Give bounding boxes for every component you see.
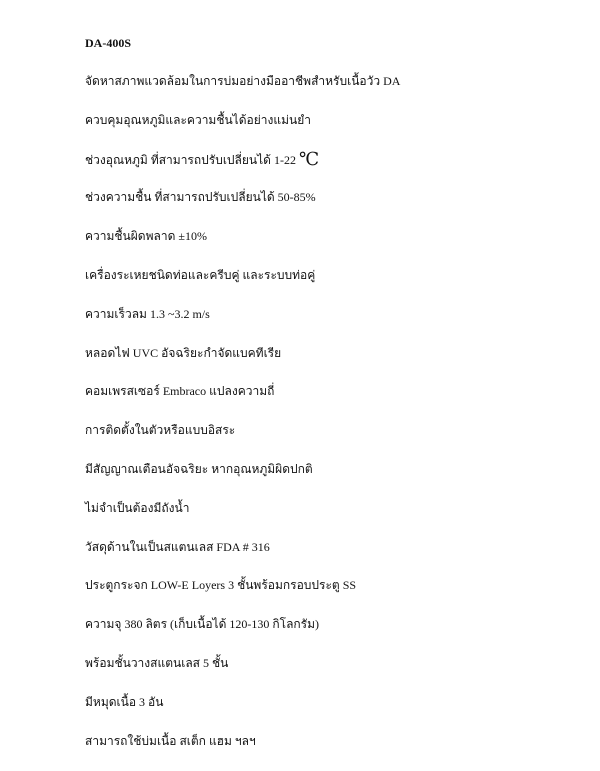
spec-line-shelves: พร้อมชั้นวางสแตนเลส 5 ชั้น <box>85 655 229 670</box>
spec-line-interior-material: วัสดุด้านในเป็นสแตนเลส FDA # 316 <box>85 539 270 554</box>
spec-document <box>85 35 585 771</box>
spec-line-humidity-error: ความชื้นผิดพลาด ±10% <box>85 229 207 244</box>
spec-line-installation: การติดตั้งในตัวหรือแบบอิสระ <box>85 423 236 438</box>
spec-line-wind-speed: ความเร็วลม 1.3 ~3.2 m/s <box>85 306 210 321</box>
spec-line-humidity-range: ช่วงความชื้น ที่สามารถปรับเปลี่ยนได้ 50-85% <box>85 190 316 205</box>
spec-line-temperature-range <box>85 148 585 169</box>
spec-line-evaporator: เครื่องระเหยชนิดท่อและครีบคู่ และระบบท่อคู่ <box>85 267 316 282</box>
spec-line-no-water-tank: ไม่จำเป็นต้องมีถังน้ำ <box>85 500 190 515</box>
spec-list <box>85 73 585 749</box>
model-title: DA-400S <box>85 36 132 50</box>
spec-line-compressor: คอมเพรสเซอร์ Embraco แปลงความถี่ <box>85 384 275 399</box>
spec-line-precise-control: ควบคุมอุณหภูมิและความชื้นได้อย่างแม่นยำ <box>85 112 311 127</box>
spec-line-usage: สามารถใช้บ่มเนื้อ สเต็ก แฮม ฯลฯ <box>85 733 256 748</box>
celsius-unit: ℃ <box>298 148 320 169</box>
temperature-range-text: ช่วงอุณหภูมิ ที่สามารถปรับเปลี่ยนได้ 1-22 <box>85 152 296 167</box>
spec-line-smart-alarm: มีสัญญาณเตือนอัจฉริยะ หากอุณหภูมิผิดปกติ <box>85 461 313 476</box>
spec-line-aging-environment: จัดหาสภาพแวดล้อมในการบ่มอย่างมืออาชีพสำหรับเนื้อวัว DA <box>85 74 401 88</box>
spec-line-meat-hooks: มีหมุดเนื้อ 3 อัน <box>85 694 164 709</box>
spec-line-uvc-lamp: หลอดไฟ UVC อัจฉริยะกำจัดแบคทีเรีย <box>85 345 282 360</box>
spec-line-capacity: ความจุ 380 ลิตร (เก็บเนื้อได้ 120-130 กิโลกรัม) <box>85 617 320 632</box>
spec-line-glass-door: ประตูกระจก LOW-E Loyers 3 ชั้นพร้อมกรอบประตู SS <box>85 578 357 593</box>
